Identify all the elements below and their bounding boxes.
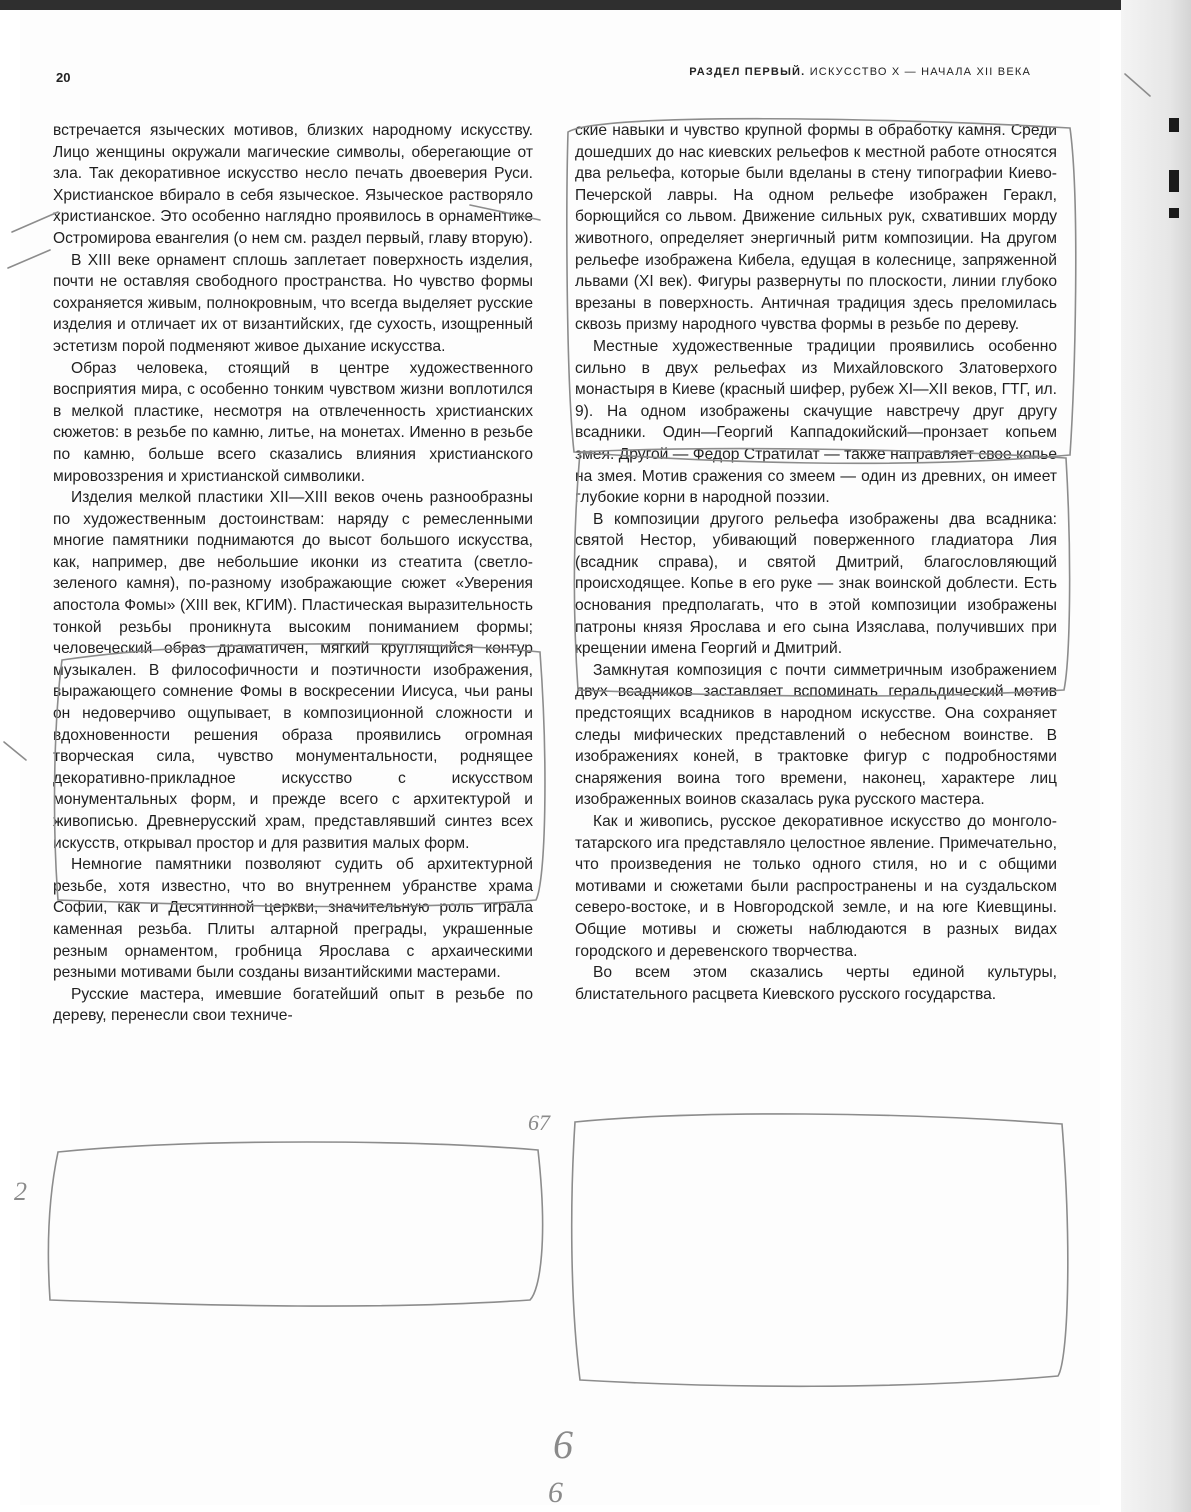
paragraph: В композиции другого рельефа изображены два всадника: святой Нестор, убивающий поверженного гладиатора Лия (всадник справа), и святой Дмитрий, благословляющий происходящее. Копье в его руке — знак воинской доблести. Есть основания предполагать, что в этой композиции изображены патроны князя Ярослава и его сына Изяслава, получивших при крещении имена Георгий и Дмитрий. [575, 510, 1057, 658]
pencil-note: 6 [553, 1422, 573, 1467]
paragraph: Замкнутая композиция с почти симметричным изображением двух всадников заставляет вспоминать геральдический мотив предстоящих всадников в народном искусстве. Она сохраняет следы мифических представлений о небесном воинстве. В изображениях коней, в трактовке фигур с подробностями снаряжения воина того времени, наконец, характере лиц изображенных воинов сказалась рука русского мастера. [575, 661, 1057, 809]
pencil-note: 2 [14, 1177, 27, 1206]
scan-right-edge [1121, 0, 1191, 1512]
pencil-note: 67 [528, 1110, 550, 1135]
left-text-column [53, 120, 533, 1027]
paragraph: В XIII веке орнамент сплошь заплетает поверхность изделия, почти не оставляя свободного пространства. Но чувство формы сохраняется живым, полнокровным, что всегда выделяет русские изделия и отличает их от византийских, где сухость, изощренный эстетизм порой подменяют живое дыхание искусства. [53, 251, 533, 355]
section-title: ИСКУССТВО X — НАЧАЛА XII ВЕКА [809, 66, 1031, 78]
section-label: РАЗДЕЛ ПЕРВЫЙ. [689, 66, 806, 78]
paragraph: ские навыки и чувство крупной формы в обработку камня. Среди дошедших до нас киевских рельефов к местной работе относятся два рельефа, которые были вделаны в стену типографии Киево-Печерской лавры. На одном рельефе изображен Геракл, борющийся со львом. Движение сильных рук, схвативших морду животного, определяет энергичный ритм композиции. На другом рельефе изображена Кибела, едущая в колеснице, запряженной львами (XI век). Фигуры развернуты по плоскости, линии глубоко врезаны в поверхность. Античная традиция здесь преломилась сквозь призму народного чувства формы в резьбе по дереву. [575, 122, 1057, 334]
paragraph: Образ человека, стоящий в центре художественного восприятия мира, с особенно тонким чувством жизни воплотился в мелкой пластике, несмотря на отвлеченность христианских сюжетов: в резьбе по камню, литье, на монетах. Именно в резьбе по камню, больше всего сказались влияния христианского мировоззрения и христианской символики. [53, 359, 533, 485]
scan-top-edge [0, 0, 1191, 10]
paragraph: Изделия мелкой пластики XII—XIII веков очень разнообразны по художественным достоинствам: наряду с ремесленными многие памятники поднимаются до высот большого искусства, как, например, две небольшие иконки из стеатита (светло-зеленого камня), по-разному изображающие сюжет «Уверения апостола Фомы» (XIII век, КГИМ). Пластическая выразительность тонкой резьбы проникнута высоким пониманием формы; человеческий образ драматичен, мягкий круглящийся контур музыкален. В философичности и поэтичности изображения, выражающего сомнение Фомы в воскресении Иисуса, чьи раны он недоверчиво ощупывает, в композиционной сложности и вдохновенности решения образа проявились огромная творческая сила, чувство монументальности, роднящее декоративно-прикладное искусство с искусством монументальных форм, и прежде всего с архитектурой и живописью. Древнерусский храм, представлявший синтез всех искусств, открывал простор и для развития малых форм. [53, 489, 533, 852]
page-number: 20 [56, 70, 71, 85]
paragraph: встречается языческих мотивов, близких народному искусству. Лицо женщины окружали магические символы, оберегающие от зла. Так декоративное искусство несло печать двоеверия Руси. Христианское вбирало в себя языческое. Языческое растворяло христианское. Это особенно наглядно проявилось в орнаментике Остромирова евангелия (о нем см. раздел первый, главу вторую). [53, 122, 533, 247]
paragraph: Как и живопись, русское декоративное искусство до монголо-татарского ига представляло целостное явление. Примечательно, что произведения не только одного стиля, но и с общими мотивами и сюжетами были распространены и на суздальском северо-востоке, и в Новгородской земле, и на юге Киевщины. Общие мотивы и сюжеты наблюдаются в разных видах городского и деревенского творчества. [575, 813, 1057, 960]
paragraph: Во всем этом сказались черты единой культуры, блистательного расцвета Киевского русского государства. [575, 964, 1057, 1003]
paragraph: Немногие памятники позволяют судить об архитектурной резьбе, хотя известно, что во внутреннем убранстве храма Софии, как и Десятинной церкви, значительную роль играла каменная резьба. Плиты алтарной преграды, украшенные резным орнаментом, гробница Ярослава с архаическими резными мотивами были созданы византийскими мастерами. [53, 856, 533, 982]
paragraph: Местные художественные традиции проявились особенно сильно в двух рельефах из Михайловского Златоверхого монастыря в Киеве (красный шифер, рубеж XI—XII веков, ГТГ, ил. 9). На одном изображены скачущие навстречу друг другу всадники. Один—Георгий Каппадокийский—пронзает копьем змея. Другой — Федор Стратилат — также направляет свое копье на змея. Мотив сражения со змеем — один из древних, он имеет глубокие корни в народной поэзии. [575, 337, 1057, 507]
paragraph: Русские мастера, имевшие богатейший опыт в резьбе по дереву, перенесли свои техниче- [53, 985, 533, 1025]
pencil-note: 6 [548, 1476, 563, 1509]
running-header [689, 66, 1031, 78]
right-text-column [575, 120, 1057, 1005]
